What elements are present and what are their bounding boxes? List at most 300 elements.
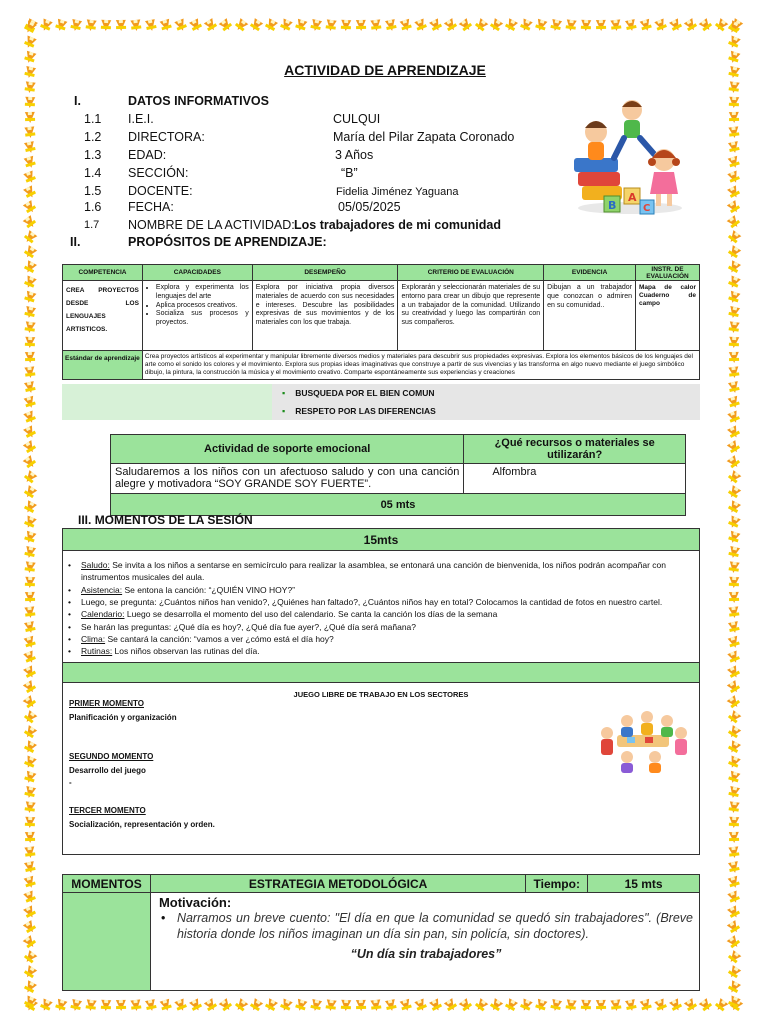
candy-corn-icon [204, 18, 218, 33]
info-value: 3 Años [335, 148, 374, 162]
candy-corn-icon [85, 19, 96, 31]
header-momentos: MOMENTOS [63, 875, 151, 893]
candy-corn-icon [728, 771, 741, 785]
motivacion-label: Motivación: [158, 895, 232, 910]
document-title: ACTIVIDAD DE APRENDIZAJE [284, 62, 486, 78]
candy-corn-icon [729, 592, 739, 603]
svg-text:C: C [643, 203, 651, 214]
candy-corn-icon [727, 995, 741, 1009]
candy-corn-icon [727, 35, 741, 49]
candy-corn-icon [325, 19, 336, 31]
info-label: SECCIÓN: [128, 166, 189, 180]
list-item: • Asistencia: Se entona la canción: “¿QUIÉN VINO HOY?” [81, 584, 693, 596]
info-num: 1.4 [84, 166, 102, 180]
candy-corn-icon [24, 786, 36, 799]
segundo-momento-label: SEGUNDO MOMENTO [69, 751, 154, 761]
header-tiempo-valor: 15 mts [588, 875, 700, 893]
candy-corn-icon [23, 500, 37, 514]
info-value: María del Pilar Zapata Coronado [333, 130, 515, 144]
candy-corn-icon [24, 291, 37, 305]
candy-corn-icon [25, 112, 35, 123]
candy-corn-icon [728, 861, 740, 874]
candy-corn-icon [581, 1000, 592, 1012]
segundo-momento-text: Desarrollo del juego [69, 765, 146, 775]
candy-corn-icon [25, 577, 36, 589]
candy-corn-icon [684, 998, 698, 1013]
candy-corn-icon [23, 651, 36, 665]
candy-corn-icon [728, 291, 741, 305]
info-label: EDAD: [128, 148, 167, 162]
candy-corn-icon [25, 592, 35, 603]
candy-corn-icon [400, 999, 413, 1012]
candy-corn-icon [23, 725, 37, 740]
candy-corn-icon [145, 999, 157, 1012]
candy-corn-icon [728, 396, 741, 409]
candy-corn-icon [23, 695, 38, 710]
candy-corn-icon [728, 786, 740, 799]
candy-corn-icon [23, 935, 38, 950]
section-number: I. [74, 94, 81, 108]
candy-corn-icon [727, 680, 741, 695]
candy-corn-icon [24, 621, 36, 634]
cell-desempeno: Explora por iniciativa propia diversos materiales de acuerdo con sus necesidades e intereses. Descubre las posibilidades expresivas de sus movimientos y de los materiales con los que trabaja. [252, 281, 398, 351]
estandar-label: Estándar de aprendizaje [63, 351, 143, 380]
candy-corn-icon [727, 965, 741, 980]
candy-corn-icon [474, 18, 489, 33]
decorative-border-left [22, 18, 42, 1018]
candy-corn-icon [23, 515, 37, 529]
candy-corn-icon [728, 621, 740, 634]
candy-corn-icon [341, 1000, 352, 1012]
candy-corn-icon [23, 215, 38, 230]
candy-corn-icon [729, 97, 740, 109]
candy-corn-icon [729, 832, 739, 843]
info-label: I.E.I. [128, 112, 154, 126]
candy-corn-icon [204, 998, 218, 1013]
candy-corn-icon [550, 999, 562, 1012]
cell-evidencia: Dibujan a un trabajador que conozcan o admiren en su comunidad.. [544, 281, 636, 351]
candy-corn-icon [24, 861, 36, 874]
candy-corn-icon [610, 19, 621, 31]
tercer-momento-text: Socialización, representación y orden. [69, 819, 215, 829]
header-evidencia: EVIDENCIA [544, 265, 636, 281]
candy-corn-icon [70, 19, 82, 32]
candy-corn-icon [189, 998, 203, 1012]
list-item: • Saludo: Se invita a los niños a sentarse en semicírculo para realizar la asamblea, se entonará una canción de bienvenida, los niños podrán acompañar con instrumentos musicales del aula. [81, 559, 693, 584]
info-value: Fidelia Jiménez Yaguana [336, 186, 459, 198]
candy-corn-icon [727, 755, 741, 769]
candy-corn-icon [504, 998, 518, 1012]
valor-text: ▪ BUSQUEDA POR EL BIEN COMUN [272, 384, 700, 402]
candy-corn-icon [729, 352, 739, 363]
candy-corn-icon [24, 396, 37, 409]
section-number: III. [78, 513, 92, 527]
candy-corn-icon [728, 876, 741, 889]
header-criterio: CRITERIO DE EVALUACIÓN [398, 265, 544, 281]
decorative-border-top [22, 18, 746, 38]
candy-corn-icon [24, 51, 37, 65]
decorative-border-right [726, 18, 746, 1018]
motivacion-cell [150, 893, 699, 991]
candy-corn-icon [356, 20, 366, 31]
candy-corn-icon [728, 81, 739, 93]
candy-corn-icon [727, 920, 741, 935]
candy-corn-icon [101, 20, 112, 32]
candy-corn-icon [640, 19, 653, 32]
candy-corn-icon [23, 425, 37, 439]
candy-corn-icon [310, 999, 322, 1012]
info-num: 1.7 [84, 219, 100, 231]
children-illustration [568, 96, 688, 218]
candy-corn-icon [729, 112, 739, 123]
candy-corn-icon [23, 920, 37, 935]
candy-corn-icon [160, 999, 173, 1012]
candy-corn-icon [101, 1000, 112, 1012]
capacidad-item: • Socializa sus procesos y proyectos. [156, 310, 249, 328]
candy-corn-icon [24, 801, 35, 813]
candy-corn-icon [596, 1000, 606, 1011]
cell-criterio: Explorarán y seleccionarán materiales de su entorno para crear un dibujo que represente a un trabajador de la comunidad. Utilizando su creatividad y luego las compartirán con sus compañeros. [398, 281, 544, 351]
candy-corn-icon [519, 18, 533, 32]
header-instrumento: INSTR. DE EVALUACIÓN [636, 265, 700, 281]
candy-corn-icon [699, 18, 714, 33]
candy-corn-icon [610, 999, 621, 1011]
candy-corn-icon [474, 998, 489, 1013]
candy-corn-icon [727, 500, 741, 514]
momento-cell [63, 893, 151, 991]
candy-corn-icon [728, 51, 741, 65]
segundo-momento-dash: - [69, 777, 72, 787]
candy-corn-icon [160, 19, 173, 32]
list-item: • Luego, se pregunta: ¿Cuántos niños han venido?, ¿Quiénes han faltado?, ¿Cuántos niños hay en total? Colocamos la cantidad de fotos en nuestro cartel. [81, 596, 693, 608]
candy-corn-icon [25, 817, 36, 829]
candy-corn-icon [356, 1000, 366, 1011]
candy-corn-icon [295, 19, 308, 33]
candy-corn-icon [640, 999, 653, 1012]
candy-corn-icon [727, 950, 742, 965]
candy-corn-icon [729, 337, 740, 349]
story-title: “Un día sin trabajadores” [350, 946, 502, 961]
info-num: 1.2 [84, 130, 102, 144]
classroom-illustration [597, 703, 689, 773]
candy-corn-icon [174, 999, 187, 1013]
candy-corn-icon [24, 546, 36, 559]
candy-corn-icon [385, 999, 397, 1012]
candy-corn-icon [174, 19, 187, 33]
candy-corn-icon [24, 81, 35, 93]
candy-corn-icon [727, 710, 742, 725]
candy-corn-icon [727, 515, 741, 529]
candy-corn-icon [23, 891, 36, 905]
juego-libre [63, 682, 699, 854]
candy-corn-icon [727, 740, 741, 754]
info-value: 05/05/2025 [338, 200, 401, 214]
candy-corn-icon [728, 561, 739, 573]
candy-corn-icon [400, 19, 413, 32]
candy-corn-icon [729, 577, 740, 589]
candy-corn-icon [654, 999, 667, 1013]
cell-instrumento: Mapa de calor Cuaderno de campo [636, 281, 700, 351]
candy-corn-icon [728, 801, 739, 813]
candy-corn-icon [654, 19, 667, 33]
valores-list [62, 384, 700, 420]
candy-corn-icon [727, 470, 742, 485]
candy-corn-icon [23, 230, 38, 245]
candy-corn-icon [24, 366, 35, 378]
momentos-box [62, 528, 700, 855]
candy-corn-icon [370, 19, 381, 31]
candy-corn-icon [24, 141, 36, 154]
recurso-text: Alfombra [464, 464, 686, 494]
candy-corn-icon [295, 999, 308, 1013]
list-item: • Se harán las preguntas: ¿Qué día es hoy?, ¿Qué día fue ayer?, ¿Qué día será mañana? [81, 621, 693, 633]
candy-corn-icon [414, 19, 427, 33]
candy-corn-icon [489, 998, 503, 1013]
candy-corn-icon [341, 20, 352, 32]
candy-corn-icon [24, 636, 37, 649]
info-num: 1.5 [84, 184, 102, 198]
candy-corn-icon [23, 680, 37, 695]
cell-capacidades [142, 281, 252, 351]
candy-corn-icon [459, 998, 474, 1013]
info-num: 1.1 [84, 112, 102, 126]
candy-corn-icon [25, 337, 36, 349]
purposes-table [62, 264, 700, 380]
candy-corn-icon [219, 998, 234, 1013]
juego-title: JUEGO LIBRE DE TRABAJO EN LOS SECTORES [293, 689, 469, 699]
info-label: DIRECTORA: [128, 130, 205, 144]
candy-corn-icon [23, 755, 37, 769]
candy-corn-icon [727, 260, 741, 274]
candy-corn-icon [504, 18, 518, 32]
candy-corn-icon [727, 935, 742, 950]
candy-corn-icon [23, 20, 37, 34]
valor-row [62, 402, 700, 420]
rutinas-time: 15mts [63, 529, 699, 551]
candy-corn-icon [24, 156, 37, 169]
candy-corn-icon [565, 999, 576, 1011]
svg-text:B: B [608, 199, 617, 212]
candy-corn-icon [669, 998, 683, 1012]
separator-band [63, 662, 699, 682]
info-label: FECHA: [128, 200, 174, 214]
section-momentos [78, 513, 253, 527]
candy-corn-icon [23, 470, 38, 485]
info-num: 1.6 [84, 200, 102, 214]
primer-momento-text: Planificación y organización [69, 712, 177, 722]
soporte-emocional-table [110, 434, 686, 516]
candy-corn-icon [385, 19, 397, 32]
candy-corn-icon [728, 66, 740, 79]
candy-corn-icon [669, 18, 683, 32]
candy-corn-icon [279, 18, 293, 32]
candy-corn-icon [459, 18, 474, 33]
candy-corn-icon [130, 999, 141, 1011]
section-label: MOMENTOS DE LA SESIÓN [94, 513, 253, 527]
candy-corn-icon [728, 531, 741, 545]
candy-corn-icon [23, 485, 37, 500]
candy-corn-icon [310, 19, 322, 32]
candy-corn-icon [116, 1000, 126, 1011]
primer-momento-label: PRIMER MOMENTO [69, 698, 144, 708]
candy-corn-icon [23, 411, 36, 425]
candy-corn-icon [23, 35, 37, 49]
candy-corn-icon [23, 245, 37, 260]
candy-corn-icon [24, 876, 37, 889]
candy-corn-icon [55, 19, 68, 33]
candy-corn-icon [414, 999, 427, 1013]
candy-corn-icon [729, 817, 740, 829]
info-num: 1.3 [84, 148, 102, 162]
candy-corn-icon [234, 998, 249, 1013]
candy-corn-icon [728, 846, 739, 858]
valor-row [62, 384, 700, 402]
candy-corn-icon [535, 999, 548, 1013]
cell-competencia: CREA PROYECTOS DESDE LOS LENGUAJES ARTISTICOS. [63, 281, 143, 351]
candy-corn-icon [699, 998, 714, 1013]
candy-corn-icon [727, 411, 740, 425]
candy-corn-icon [728, 606, 739, 618]
candy-corn-icon [325, 999, 336, 1011]
candy-corn-icon [130, 19, 141, 31]
decorative-border-bottom [22, 998, 746, 1018]
soporte-header: Actividad de soporte emocional [111, 435, 464, 464]
document-page [58, 46, 712, 978]
candy-corn-icon [727, 695, 742, 710]
candy-corn-icon [727, 171, 740, 185]
info-label: NOMBRE DE LA ACTIVIDAD: [128, 218, 295, 232]
candy-corn-icon [727, 891, 740, 905]
info-label: DOCENTE: [128, 184, 193, 198]
candy-corn-icon [550, 19, 562, 32]
candy-corn-icon [444, 998, 458, 1013]
tercer-momento-label: TERCER MOMENTO [69, 805, 146, 815]
info-value: “B” [341, 166, 358, 180]
candy-corn-icon [727, 215, 742, 230]
list-item: • Calendario: Luego se desarrolla el momento del uso del calendario. Se canta la canción los días de la semana [81, 608, 693, 620]
candy-corn-icon [189, 18, 203, 32]
candy-corn-icon [489, 18, 503, 33]
candy-corn-icon [264, 998, 278, 1012]
header-capacidades: CAPACIDADES [142, 265, 252, 281]
candy-corn-icon [596, 20, 606, 31]
candy-corn-icon [25, 97, 36, 109]
candy-corn-icon [24, 321, 35, 333]
candy-corn-icon [23, 980, 37, 994]
candy-corn-icon [444, 18, 458, 33]
candy-corn-icon [728, 546, 740, 559]
candy-corn-icon [24, 771, 37, 785]
candy-corn-icon [219, 18, 234, 33]
valor-text: ▪ RESPETO POR LAS DIFERENCIAS [272, 402, 700, 420]
candy-corn-icon [727, 230, 742, 245]
candy-corn-icon [55, 999, 68, 1013]
candy-corn-icon [23, 740, 37, 754]
candy-corn-icon [264, 18, 278, 32]
candy-corn-icon [24, 306, 36, 319]
candy-corn-icon [23, 185, 37, 199]
candy-corn-icon [23, 665, 37, 679]
rutinas-list [63, 551, 699, 662]
candy-corn-icon [727, 665, 741, 679]
candy-corn-icon [234, 18, 249, 33]
header-estrategia: ESTRATEGIA METODOLÓGICA [150, 875, 525, 893]
candy-corn-icon [625, 19, 637, 32]
candy-corn-icon [25, 832, 35, 843]
candy-corn-icon [24, 561, 35, 573]
list-item: • Rutinas: Los niños observan las rutinas del día. [81, 645, 693, 657]
candy-corn-icon [727, 440, 741, 455]
candy-corn-icon [23, 995, 37, 1009]
candy-corn-icon [24, 381, 36, 394]
section-label: DATOS INFORMATIVOS [128, 94, 269, 108]
candy-corn-icon [116, 20, 126, 31]
candy-corn-icon [728, 141, 740, 154]
candy-corn-icon [728, 126, 739, 138]
candy-corn-icon [727, 905, 741, 919]
candy-corn-icon [727, 20, 741, 34]
candy-corn-icon [24, 846, 35, 858]
candy-corn-icon [23, 275, 37, 289]
candy-corn-icon [370, 999, 381, 1011]
candy-corn-icon [727, 245, 741, 260]
candy-corn-icon [145, 19, 157, 32]
candy-corn-icon [24, 606, 35, 618]
candy-corn-icon [25, 352, 35, 363]
candy-corn-icon [684, 18, 698, 33]
candy-corn-icon [429, 18, 443, 32]
candy-corn-icon [429, 998, 443, 1012]
candy-corn-icon [728, 306, 740, 319]
candy-corn-icon [728, 366, 739, 378]
candy-corn-icon [728, 381, 740, 394]
candy-corn-icon [728, 156, 741, 169]
candy-corn-icon [23, 200, 37, 215]
soporte-time: 05 mts [111, 494, 686, 516]
candy-corn-icon [727, 980, 741, 994]
candy-corn-icon [727, 725, 741, 740]
candy-corn-icon [85, 999, 96, 1011]
candy-corn-icon [23, 171, 36, 185]
candy-corn-icon [727, 185, 741, 199]
candy-corn-icon [24, 531, 37, 545]
estandar-text: Crea proyectos artísticos al experimentar y manipular libremente diversos medios y materiales para descubrir sus propiedades expresivas. Explora los elementos básicos de los lenguajes del arte como el sonido los colores y el movimiento. Explora sus propias ideas imaginativas que construye a partir de sus vivencias y las transforma en algo nuevo mediante el juego simbólico dibujo, la pintura, la construcción la música y el movimiento creativo. Comparte espontáneamente sus experiencias y creaciones [142, 351, 699, 380]
candy-corn-icon [23, 905, 37, 919]
header-tiempo: Tiempo: [526, 875, 588, 893]
candy-corn-icon [565, 19, 576, 31]
estrategia-table [62, 874, 700, 991]
candy-corn-icon [519, 998, 533, 1012]
candy-corn-icon [727, 651, 740, 665]
candy-corn-icon [728, 321, 739, 333]
candy-corn-icon [70, 999, 82, 1012]
info-value: CULQUI [333, 112, 381, 126]
candy-corn-icon [535, 19, 548, 33]
candy-corn-icon [279, 998, 293, 1012]
candy-corn-icon [23, 455, 38, 470]
list-item: • Clima: Se cantará la canción: “vamos a ver ¿cómo está el día hoy? [81, 633, 693, 645]
svg-text:A: A [628, 191, 637, 204]
candy-corn-icon [23, 440, 37, 455]
recursos-header: ¿Qué recursos o materiales se utilizarán? [464, 435, 686, 464]
candy-corn-icon [727, 200, 741, 215]
motivacion-text: • Narramos un breve cuento: "El día en que la comunidad se quedó sin trabajadores". (Breve historia donde los niños imaginan un día sin pan, sin policía, sin doctores). [159, 910, 693, 943]
candy-corn-icon [23, 710, 38, 725]
candy-corn-icon [727, 275, 741, 289]
capacidad-item: • Explora y experimenta los lenguajes del arte [156, 284, 249, 302]
capacidad-item: • Aplica procesos creativos. [156, 302, 249, 311]
candy-corn-icon [249, 18, 263, 33]
